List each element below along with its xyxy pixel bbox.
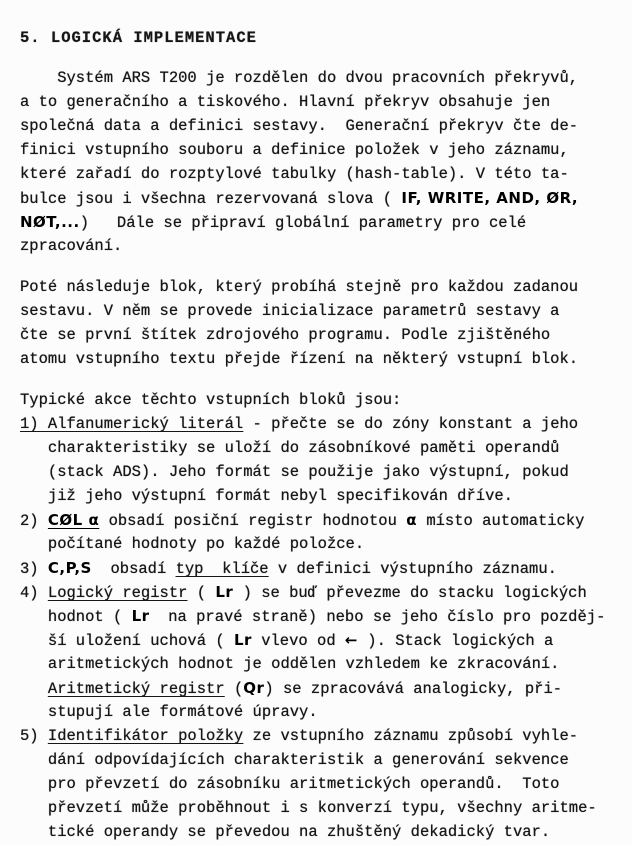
typewriter-text: Systém ARS T200 je rozdělen do dvou pracovních překryvů,: [20, 69, 579, 87]
text-line: [20, 90, 618, 114]
typewriter-text: počítané hodnoty po každé položce.: [20, 535, 365, 553]
document-body: [20, 66, 618, 844]
typewriter-text: atomu vstupního textu přejde řízení na některý vstupní blok.: [20, 350, 579, 368]
typewriter-text: zpracování.: [20, 237, 123, 255]
typewriter-text: Typické akce těchto vstupních bloků jsou:: [20, 391, 402, 409]
section-heading: 5. LOGICKÁ IMPLEMENTACE: [20, 29, 257, 47]
typewriter-text: převzetí může proběhnout i s konverzí typu, všechny aritme-: [20, 799, 597, 817]
handwritten-text: Qr: [243, 679, 265, 697]
text-line: [20, 234, 618, 258]
text-line: [20, 323, 618, 347]
handwritten-underlined-text: CØL α: [47, 511, 100, 529]
handwritten-text: C,P,S: [47, 559, 92, 577]
underlined-text: Logický registr: [47, 584, 188, 602]
text-line: [20, 652, 618, 676]
typewriter-text: 3): [20, 560, 48, 578]
text-line: [20, 138, 618, 162]
typewriter-text: (: [187, 584, 216, 602]
typewriter-text: na pravé straně) nebo se jeho číslo pro pozděj-: [149, 608, 606, 626]
typewriter-text: obsadí: [91, 560, 176, 578]
typewriter-text: finici vstupního souboru a definice položek v jeho záznamu,: [20, 141, 569, 159]
typewriter-text: aritmetických hodnot je oddělen vzhledem ke zkracování.: [20, 655, 560, 673]
text-line: [20, 484, 618, 508]
handwritten-text: Lr: [131, 607, 150, 625]
text-line: [20, 532, 618, 556]
text-line: [20, 508, 618, 532]
text-line: [20, 820, 618, 844]
typewriter-text: a to generačního a tiskového. Hlavní překryv obsahuje jen: [20, 93, 551, 111]
typewriter-text: ) Dále se připraví globální parametry pro celé: [79, 214, 527, 232]
text-line: [20, 628, 618, 652]
handwritten-text: NØT,...: [20, 213, 80, 231]
text-line: [20, 460, 618, 484]
text-line: [20, 186, 618, 210]
underlined-text: Aritmetický registr: [47, 680, 225, 698]
typewriter-text: [20, 680, 48, 698]
typewriter-text: ší uložení uchová (: [20, 632, 234, 650]
typewriter-text: v definici výstupního záznamu.: [268, 560, 557, 578]
underlined-text: typ klíče: [175, 560, 269, 578]
typewriter-text: pro převzetí do zásobníku aritmetických operandů. Toto: [20, 775, 560, 793]
typewriter-text: bulce jsou i všechna rezervovaná slova (: [20, 190, 402, 208]
text-line: [20, 299, 618, 323]
typewriter-text: ). Stack logických a: [358, 632, 554, 650]
typewriter-text: (: [224, 680, 244, 698]
typewriter-text: dání odpovídajících charakteristik a generování sekvence: [20, 751, 569, 769]
typewriter-text: společná data a definici sestavy. Generační překryv čte de-: [20, 117, 579, 135]
typewriter-text: obsadí posiční registr hodnotou: [99, 512, 407, 530]
text-line: [20, 412, 618, 436]
main-block-paragraph: [20, 275, 618, 371]
text-line: [20, 275, 618, 299]
text-line: [20, 604, 618, 628]
text-line: [20, 436, 618, 460]
typewriter-text: Poté následuje blok, který probíhá stejně pro každou zadanou: [20, 278, 579, 296]
text-line: [20, 162, 618, 186]
handwritten-text: IF, WRITE, AND, ØR,: [401, 189, 579, 207]
typewriter-text: vlevo od: [251, 632, 345, 650]
handwritten-text: ←: [344, 631, 358, 649]
typewriter-text: které zařadí do rozptylové tabulky (hash-table). V této ta-: [20, 165, 569, 183]
handwritten-text: Lr: [215, 583, 234, 601]
text-line: [20, 556, 618, 580]
typewriter-text: stupují ale formátové úpravy.: [20, 703, 318, 721]
handwritten-text: Lr: [233, 631, 252, 649]
typical-actions-list: [20, 388, 618, 844]
handwritten-text: α: [406, 511, 418, 529]
typewriter-text: ) se zpracovává analogicky, při-: [264, 680, 563, 698]
text-line: [20, 700, 618, 724]
typewriter-text: ) se buď převezme do stacku logických: [233, 584, 587, 602]
text-line: [20, 580, 618, 604]
text-line: [20, 114, 618, 138]
typewriter-text: čte se první štítek zdrojového programu. Podle zjištěného: [20, 326, 551, 344]
text-line: [20, 676, 618, 700]
typewriter-text: (stack ADS). Jeho formát se použije jako výstupní, pokud: [20, 463, 569, 481]
text-line: [20, 388, 618, 412]
typewriter-text: 2): [20, 512, 48, 530]
text-line: [20, 724, 618, 748]
typewriter-text: - přečte se do zóny konstant a jeho: [243, 415, 579, 433]
typewriter-text: místo automaticky: [417, 512, 585, 530]
text-line: [20, 796, 618, 820]
typewriter-text: charakteristiky se uloží do zásobníkové paměti operandů: [20, 439, 560, 457]
text-line: [20, 210, 618, 234]
text-line: [20, 347, 618, 371]
typewriter-text: 5): [20, 727, 48, 745]
typewriter-text: sestavu. V něm se provede inicializace parametrů sestavy a: [20, 302, 560, 320]
typewriter-text: tické operandy se převedou na zhuštěný dekadický tvar.: [20, 823, 551, 841]
underlined-text: Identifikátor položky: [47, 727, 244, 745]
intro-paragraph: [20, 66, 618, 258]
underlined-text: 1) Alfanumerický literál: [20, 415, 244, 433]
typewriter-text: 4): [20, 584, 48, 602]
text-line: [20, 66, 618, 90]
text-line: [20, 748, 618, 772]
typewriter-text: ze vstupního záznamu způsobí vyhle-: [243, 727, 579, 745]
text-line: [20, 772, 618, 796]
typewriter-text: již jeho výstupní formát nebyl specifikován dříve.: [20, 487, 513, 505]
typewriter-text: hodnot (: [20, 608, 132, 626]
